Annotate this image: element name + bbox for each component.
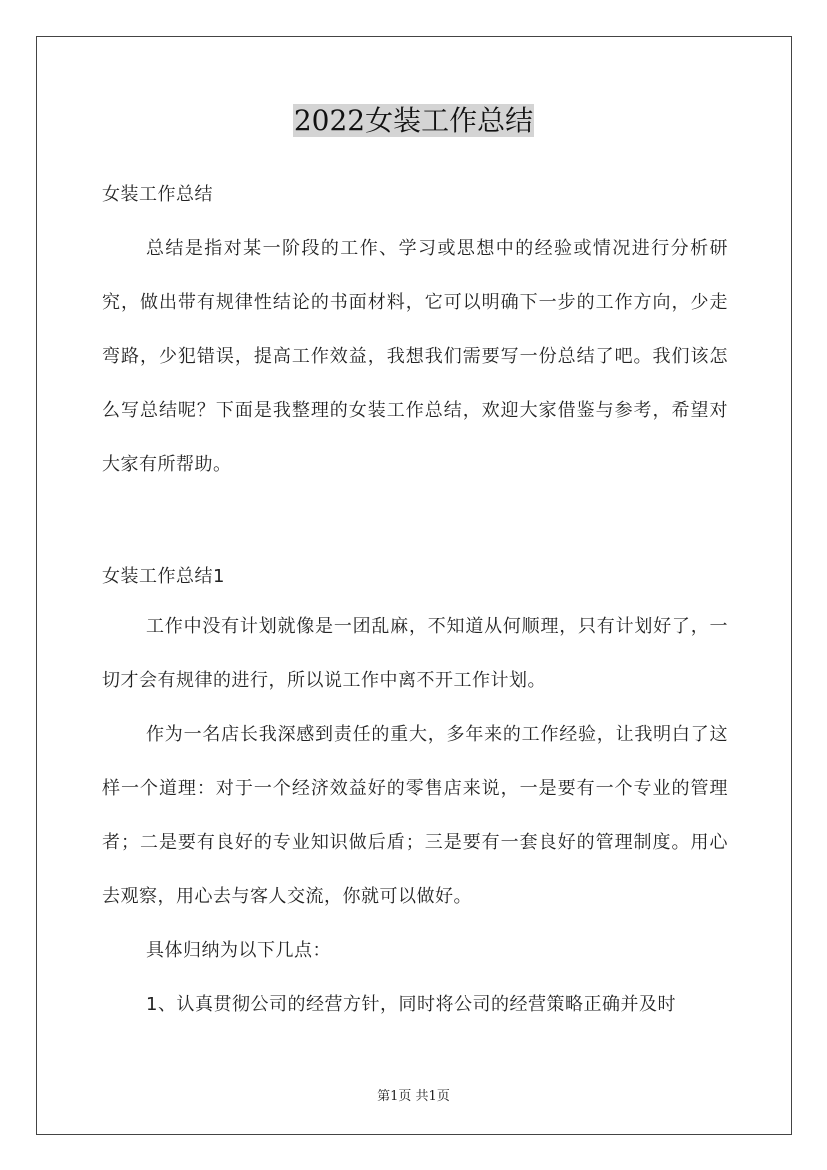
title-text: 2022女装工作总结 xyxy=(293,104,534,137)
section1-paragraph-1: 工作中没有计划就像是一团乱麻，不知道从何顺理，只有计划好了，一切才会有规律的进行，所以说工作中离不开工作计划。 xyxy=(102,616,728,691)
intro-section xyxy=(102,222,728,492)
intro-heading: 女装工作总结 xyxy=(102,184,213,205)
page-number: 第1页 共1页 xyxy=(377,1089,450,1104)
section1-paragraph-3: 具体归纳为以下几点： xyxy=(146,940,331,961)
section1-heading: 女装工作总结1 xyxy=(102,566,225,587)
section1-paragraph-4: 1、认真贯彻公司的经营方针，同时将公司的经营策略正确并及时 xyxy=(146,994,676,1015)
intro-paragraph: 总结是指对某一阶段的工作、学习或思想中的经验或情况进行分析研究，做出带有规律性结论的书面材料，它可以明确下一步的工作方向，少走弯路，少犯错误，提高工作效益，我想我们需要写一份总结了吧。我们该怎么写总结呢？下面是我整理的女装工作总结，欢迎大家借鉴与参考，希望对大家有所帮助。 xyxy=(102,238,728,475)
page-footer xyxy=(0,1085,827,1104)
document-title xyxy=(0,101,827,141)
section1-paragraph-2: 作为一名店长我深感到责任的重大，多年来的工作经验，让我明白了这样一个道理：对于一个经济效益好的零售店来说，一是要有一个专业的管理者；二是要有良好的专业知识做后盾；三是要有一套良好的管理制度。用心去观察，用心去与客人交流，你就可以做好。 xyxy=(102,724,728,907)
section1-body xyxy=(102,600,728,1032)
